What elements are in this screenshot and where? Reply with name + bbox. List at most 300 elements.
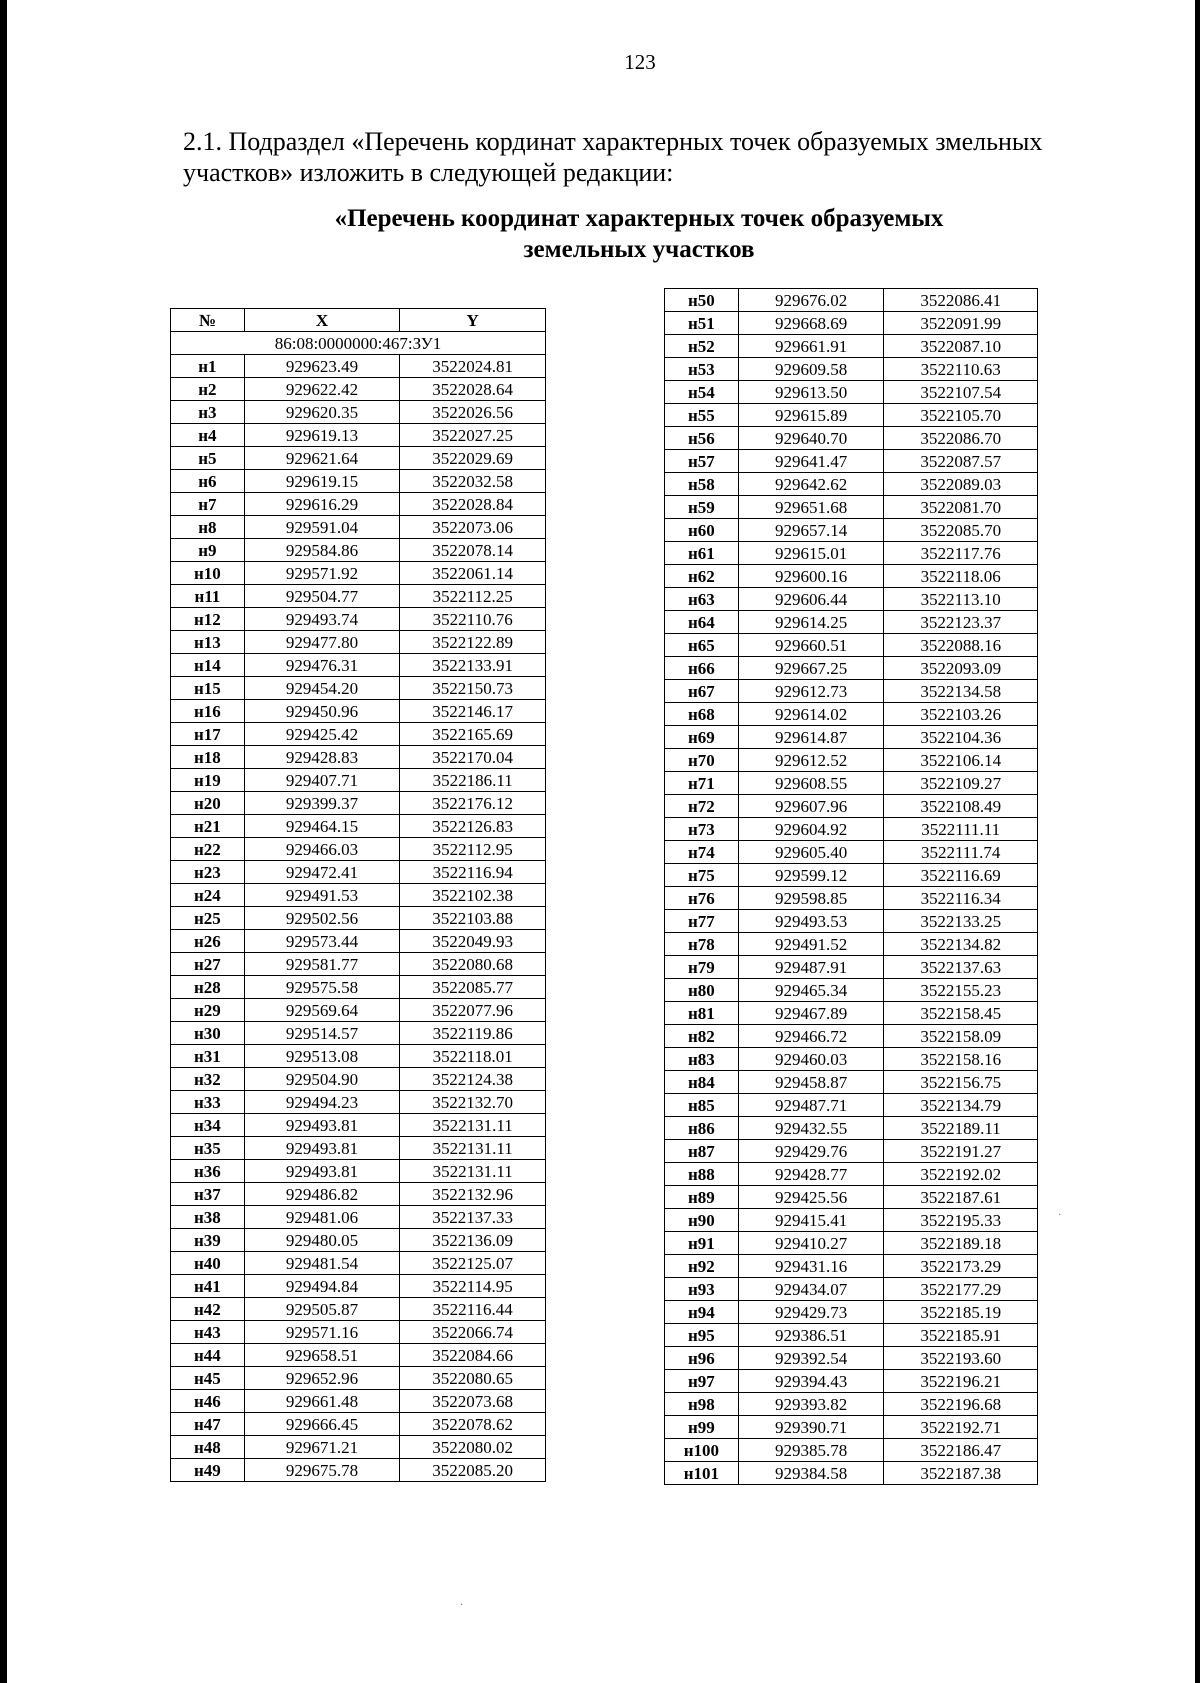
table-row	[171, 631, 546, 654]
x-coordinate: 929464.15	[244, 815, 400, 838]
table-row	[665, 1209, 1038, 1232]
point-number: н63	[665, 588, 739, 611]
point-number: н68	[665, 703, 739, 726]
y-coordinate: 3522165.69	[400, 723, 546, 746]
point-number: н8	[171, 516, 245, 539]
table-row	[171, 493, 546, 516]
point-number: н96	[665, 1347, 739, 1370]
table-row	[171, 424, 546, 447]
point-number: н62	[665, 565, 739, 588]
table-row	[665, 841, 1038, 864]
x-coordinate: 929390.71	[738, 1416, 884, 1439]
x-coordinate: 929676.02	[738, 289, 884, 312]
table-row	[665, 703, 1038, 726]
table-row	[665, 979, 1038, 1002]
table-row	[171, 1252, 546, 1275]
x-coordinate: 929604.92	[738, 818, 884, 841]
x-coordinate: 929661.48	[244, 1390, 400, 1413]
x-coordinate: 929429.73	[738, 1301, 884, 1324]
x-coordinate: 929504.77	[244, 585, 400, 608]
y-coordinate: 3522126.83	[400, 815, 546, 838]
table-row	[665, 1370, 1038, 1393]
coordinates-table-left	[170, 308, 546, 1482]
point-number: н88	[665, 1163, 739, 1186]
table-row	[171, 792, 546, 815]
table-row	[171, 1298, 546, 1321]
y-coordinate: 3522104.36	[884, 726, 1038, 749]
y-coordinate: 3522080.02	[400, 1436, 546, 1459]
point-number: н92	[665, 1255, 739, 1278]
point-number: н93	[665, 1278, 739, 1301]
x-coordinate: 929666.45	[244, 1413, 400, 1436]
table-row	[665, 1186, 1038, 1209]
y-coordinate: 3522087.57	[884, 450, 1038, 473]
y-coordinate: 3522189.18	[884, 1232, 1038, 1255]
point-number: н100	[665, 1439, 739, 1462]
table-row	[171, 1183, 546, 1206]
table-row	[665, 956, 1038, 979]
table-row	[665, 887, 1038, 910]
table-row	[171, 1367, 546, 1390]
y-coordinate: 3522091.99	[884, 312, 1038, 335]
point-number: н65	[665, 634, 739, 657]
y-coordinate: 3522158.45	[884, 1002, 1038, 1025]
y-coordinate: 3522191.27	[884, 1140, 1038, 1163]
point-number: н32	[171, 1068, 245, 1091]
point-number: н66	[665, 657, 739, 680]
table-row	[665, 565, 1038, 588]
x-coordinate: 929429.76	[738, 1140, 884, 1163]
x-coordinate: 929477.80	[244, 631, 400, 654]
y-coordinate: 3522132.70	[400, 1091, 546, 1114]
y-coordinate: 3522176.12	[400, 792, 546, 815]
x-coordinate: 929642.62	[738, 473, 884, 496]
table-row	[171, 907, 546, 930]
y-coordinate: 3522117.76	[884, 542, 1038, 565]
point-number: н27	[171, 953, 245, 976]
y-coordinate: 3522133.25	[884, 910, 1038, 933]
point-number: н36	[171, 1160, 245, 1183]
point-number: н35	[171, 1137, 245, 1160]
y-coordinate: 3522195.33	[884, 1209, 1038, 1232]
parcel-id: 86:08:0000000:467:ЗУ1	[171, 332, 546, 355]
point-number: н15	[171, 677, 245, 700]
y-coordinate: 3522131.11	[400, 1137, 546, 1160]
x-coordinate: 929613.50	[738, 381, 884, 404]
y-coordinate: 3522170.04	[400, 746, 546, 769]
table-row	[171, 562, 546, 585]
y-coordinate: 3522112.95	[400, 838, 546, 861]
x-coordinate: 929619.13	[244, 424, 400, 447]
point-number: н6	[171, 470, 245, 493]
header-number: №	[171, 309, 245, 332]
point-number: н56	[665, 427, 739, 450]
point-number: н25	[171, 907, 245, 930]
table-row	[665, 1255, 1038, 1278]
table-row	[171, 1390, 546, 1413]
table-row	[171, 1068, 546, 1091]
right-table-body	[665, 289, 1038, 1485]
y-coordinate: 3522193.60	[884, 1347, 1038, 1370]
x-coordinate: 929608.55	[738, 772, 884, 795]
point-number: н82	[665, 1025, 739, 1048]
x-coordinate: 929513.08	[244, 1045, 400, 1068]
x-coordinate: 929623.49	[244, 355, 400, 378]
point-number: н97	[665, 1370, 739, 1393]
x-coordinate: 929466.03	[244, 838, 400, 861]
point-number: н13	[171, 631, 245, 654]
point-number: н77	[665, 910, 739, 933]
point-number: н9	[171, 539, 245, 562]
x-coordinate: 929410.27	[738, 1232, 884, 1255]
point-number: н59	[665, 496, 739, 519]
y-coordinate: 3522137.33	[400, 1206, 546, 1229]
table-row	[665, 818, 1038, 841]
y-coordinate: 3522084.66	[400, 1344, 546, 1367]
point-number: н78	[665, 933, 739, 956]
table-row	[171, 1344, 546, 1367]
x-coordinate: 929428.77	[738, 1163, 884, 1186]
table-row	[665, 1071, 1038, 1094]
table-row	[665, 1232, 1038, 1255]
table-row	[171, 1413, 546, 1436]
point-number: н42	[171, 1298, 245, 1321]
page-number: 123	[624, 50, 656, 74]
point-number: н21	[171, 815, 245, 838]
y-coordinate: 3522085.70	[884, 519, 1038, 542]
x-coordinate: 929454.20	[244, 677, 400, 700]
x-coordinate: 929658.51	[244, 1344, 400, 1367]
x-coordinate: 929660.51	[738, 634, 884, 657]
x-coordinate: 929472.41	[244, 861, 400, 884]
point-number: н30	[171, 1022, 245, 1045]
y-coordinate: 3522088.16	[884, 634, 1038, 657]
table-row	[171, 861, 546, 884]
y-coordinate: 3522124.38	[400, 1068, 546, 1091]
table-row	[171, 539, 546, 562]
x-coordinate: 929392.54	[738, 1347, 884, 1370]
x-coordinate: 929640.70	[738, 427, 884, 450]
scan-right-border	[1195, 0, 1200, 1683]
table-row	[171, 608, 546, 631]
y-coordinate: 3522134.82	[884, 933, 1038, 956]
table-row	[665, 542, 1038, 565]
table-row	[171, 1137, 546, 1160]
x-coordinate: 929386.51	[738, 1324, 884, 1347]
point-number: н51	[665, 312, 739, 335]
point-number: н34	[171, 1114, 245, 1137]
y-coordinate: 3522125.07	[400, 1252, 546, 1275]
table-row	[171, 1045, 546, 1068]
point-number: н3	[171, 401, 245, 424]
table-row	[171, 746, 546, 769]
table-row	[665, 910, 1038, 933]
y-coordinate: 3522103.26	[884, 703, 1038, 726]
y-coordinate: 3522131.11	[400, 1114, 546, 1137]
parcel-id-row	[171, 332, 546, 355]
x-coordinate: 929394.43	[738, 1370, 884, 1393]
point-number: н85	[665, 1094, 739, 1117]
point-number: н47	[171, 1413, 245, 1436]
x-coordinate: 929621.64	[244, 447, 400, 470]
point-number: н1	[171, 355, 245, 378]
x-coordinate: 929620.35	[244, 401, 400, 424]
point-number: н55	[665, 404, 739, 427]
point-number: н74	[665, 841, 739, 864]
table-row	[665, 1094, 1038, 1117]
x-coordinate: 929480.05	[244, 1229, 400, 1252]
header-x: X	[244, 309, 400, 332]
y-coordinate: 3522134.58	[884, 680, 1038, 703]
point-number: н86	[665, 1117, 739, 1140]
x-coordinate: 929612.73	[738, 680, 884, 703]
y-coordinate: 3522185.19	[884, 1301, 1038, 1324]
y-coordinate: 3522066.74	[400, 1321, 546, 1344]
point-number: н64	[665, 611, 739, 634]
point-number: н69	[665, 726, 739, 749]
table-row	[171, 723, 546, 746]
point-number: н38	[171, 1206, 245, 1229]
x-coordinate: 929393.82	[738, 1393, 884, 1416]
x-coordinate: 929481.54	[244, 1252, 400, 1275]
point-number: н75	[665, 864, 739, 887]
y-coordinate: 3522185.91	[884, 1324, 1038, 1347]
y-coordinate: 3522078.14	[400, 539, 546, 562]
y-coordinate: 3522192.71	[884, 1416, 1038, 1439]
table-row	[171, 378, 546, 401]
y-coordinate: 3522073.68	[400, 1390, 546, 1413]
x-coordinate: 929493.53	[738, 910, 884, 933]
point-number: н46	[171, 1390, 245, 1413]
y-coordinate: 3522089.03	[884, 473, 1038, 496]
table-row	[665, 634, 1038, 657]
heading-line-1: «Перечень координат характерных точек образуемых	[334, 205, 944, 232]
y-coordinate: 3522118.06	[884, 565, 1038, 588]
table-row	[171, 999, 546, 1022]
y-coordinate: 3522122.89	[400, 631, 546, 654]
table-row	[665, 1278, 1038, 1301]
y-coordinate: 3522134.79	[884, 1094, 1038, 1117]
point-number: н45	[171, 1367, 245, 1390]
point-number: н12	[171, 608, 245, 631]
table-row	[171, 677, 546, 700]
y-coordinate: 3522078.62	[400, 1413, 546, 1436]
y-coordinate: 3522085.20	[400, 1459, 546, 1482]
table-row	[171, 1459, 546, 1482]
point-number: н41	[171, 1275, 245, 1298]
x-coordinate: 929606.44	[738, 588, 884, 611]
x-coordinate: 929614.87	[738, 726, 884, 749]
point-number: н43	[171, 1321, 245, 1344]
table-row	[665, 680, 1038, 703]
x-coordinate: 929614.02	[738, 703, 884, 726]
x-coordinate: 929584.86	[244, 539, 400, 562]
x-coordinate: 929502.56	[244, 907, 400, 930]
table-row	[665, 358, 1038, 381]
point-number: н84	[665, 1071, 739, 1094]
y-coordinate: 3522186.11	[400, 769, 546, 792]
table-row	[665, 496, 1038, 519]
x-coordinate: 929493.74	[244, 608, 400, 631]
x-coordinate: 929607.96	[738, 795, 884, 818]
table-row	[665, 1347, 1038, 1370]
x-coordinate: 929487.71	[738, 1094, 884, 1117]
table-row	[665, 427, 1038, 450]
point-number: н31	[171, 1045, 245, 1068]
x-coordinate: 929615.01	[738, 542, 884, 565]
y-coordinate: 3522187.38	[884, 1462, 1038, 1485]
y-coordinate: 3522173.29	[884, 1255, 1038, 1278]
x-coordinate: 929385.78	[738, 1439, 884, 1462]
table-row	[665, 1393, 1038, 1416]
y-coordinate: 3522027.25	[400, 424, 546, 447]
y-coordinate: 3522107.54	[884, 381, 1038, 404]
point-number: н10	[171, 562, 245, 585]
y-coordinate: 3522116.44	[400, 1298, 546, 1321]
x-coordinate: 929493.81	[244, 1160, 400, 1183]
point-number: н18	[171, 746, 245, 769]
x-coordinate: 929486.82	[244, 1183, 400, 1206]
x-coordinate: 929425.56	[738, 1186, 884, 1209]
y-coordinate: 3522061.14	[400, 562, 546, 585]
y-coordinate: 3522103.88	[400, 907, 546, 930]
table-row	[665, 1140, 1038, 1163]
x-coordinate: 929622.42	[244, 378, 400, 401]
y-coordinate: 3522024.81	[400, 355, 546, 378]
table-row	[665, 1002, 1038, 1025]
x-coordinate: 929466.72	[738, 1025, 884, 1048]
y-coordinate: 3522109.27	[884, 772, 1038, 795]
table-row	[665, 1048, 1038, 1071]
x-coordinate: 929600.16	[738, 565, 884, 588]
point-number: н5	[171, 447, 245, 470]
table-row	[665, 1025, 1038, 1048]
y-coordinate: 3522132.96	[400, 1183, 546, 1206]
y-coordinate: 3522106.14	[884, 749, 1038, 772]
x-coordinate: 929425.42	[244, 723, 400, 746]
point-number: н90	[665, 1209, 739, 1232]
point-number: н94	[665, 1301, 739, 1324]
table-row	[171, 1022, 546, 1045]
table-row	[665, 404, 1038, 427]
table-row	[665, 864, 1038, 887]
point-number: н80	[665, 979, 739, 1002]
point-number: н101	[665, 1462, 739, 1485]
x-coordinate: 929671.21	[244, 1436, 400, 1459]
y-coordinate: 3522073.06	[400, 516, 546, 539]
table-row	[665, 1439, 1038, 1462]
scan-speck: ·	[460, 1600, 464, 1611]
scan-speck: ·	[1058, 1210, 1062, 1221]
x-coordinate: 929667.25	[738, 657, 884, 680]
y-coordinate: 3522077.96	[400, 999, 546, 1022]
table-row	[171, 953, 546, 976]
point-number: н20	[171, 792, 245, 815]
table-row	[171, 884, 546, 907]
x-coordinate: 929465.34	[738, 979, 884, 1002]
x-coordinate: 929399.37	[244, 792, 400, 815]
point-number: н61	[665, 542, 739, 565]
y-coordinate: 3522123.37	[884, 611, 1038, 634]
x-coordinate: 929657.14	[738, 519, 884, 542]
point-number: н24	[171, 884, 245, 907]
y-coordinate: 3522114.95	[400, 1275, 546, 1298]
y-coordinate: 3522118.01	[400, 1045, 546, 1068]
table-row	[171, 516, 546, 539]
x-coordinate: 929614.25	[738, 611, 884, 634]
table-row	[171, 930, 546, 953]
y-coordinate: 3522110.63	[884, 358, 1038, 381]
point-number: н16	[171, 700, 245, 723]
heading-line-2: земельных участков	[523, 236, 755, 263]
x-coordinate: 929616.29	[244, 493, 400, 516]
y-coordinate: 3522156.75	[884, 1071, 1038, 1094]
y-coordinate: 3522105.70	[884, 404, 1038, 427]
table-row	[171, 355, 546, 378]
table-row	[665, 795, 1038, 818]
table-row	[665, 1301, 1038, 1324]
table-row	[171, 1206, 546, 1229]
x-coordinate: 929581.77	[244, 953, 400, 976]
point-number: н29	[171, 999, 245, 1022]
x-coordinate: 929432.55	[738, 1117, 884, 1140]
point-number: н22	[171, 838, 245, 861]
table-header-row	[171, 309, 546, 332]
point-number: н52	[665, 335, 739, 358]
x-coordinate: 929460.03	[738, 1048, 884, 1071]
y-coordinate: 3522196.21	[884, 1370, 1038, 1393]
coordinates-table-right	[664, 288, 1038, 1485]
x-coordinate: 929493.81	[244, 1114, 400, 1137]
point-number: н37	[171, 1183, 245, 1206]
x-coordinate: 929571.16	[244, 1321, 400, 1344]
point-number: н48	[171, 1436, 245, 1459]
x-coordinate: 929494.23	[244, 1091, 400, 1114]
scan-left-border	[0, 0, 7, 1683]
point-number: н58	[665, 473, 739, 496]
table-row	[665, 473, 1038, 496]
table-row	[665, 1416, 1038, 1439]
point-number: н11	[171, 585, 245, 608]
table-row	[171, 1091, 546, 1114]
x-coordinate: 929458.87	[738, 1071, 884, 1094]
x-coordinate: 929428.83	[244, 746, 400, 769]
point-number: н89	[665, 1186, 739, 1209]
table-row	[171, 769, 546, 792]
y-coordinate: 3522137.63	[884, 956, 1038, 979]
y-coordinate: 3522133.91	[400, 654, 546, 677]
point-number: н95	[665, 1324, 739, 1347]
point-number: н39	[171, 1229, 245, 1252]
table-row	[171, 654, 546, 677]
y-coordinate: 3522032.58	[400, 470, 546, 493]
y-coordinate: 3522146.17	[400, 700, 546, 723]
y-coordinate: 3522119.86	[400, 1022, 546, 1045]
table-row	[171, 585, 546, 608]
point-number: н99	[665, 1416, 739, 1439]
y-coordinate: 3522111.74	[884, 841, 1038, 864]
point-number: н40	[171, 1252, 245, 1275]
x-coordinate: 929493.81	[244, 1137, 400, 1160]
point-number: н98	[665, 1393, 739, 1416]
y-coordinate: 3522028.64	[400, 378, 546, 401]
y-coordinate: 3522080.65	[400, 1367, 546, 1390]
x-coordinate: 929591.04	[244, 516, 400, 539]
point-number: н49	[171, 1459, 245, 1482]
table-row	[171, 1275, 546, 1298]
table-row	[171, 470, 546, 493]
table-row	[171, 1321, 546, 1344]
